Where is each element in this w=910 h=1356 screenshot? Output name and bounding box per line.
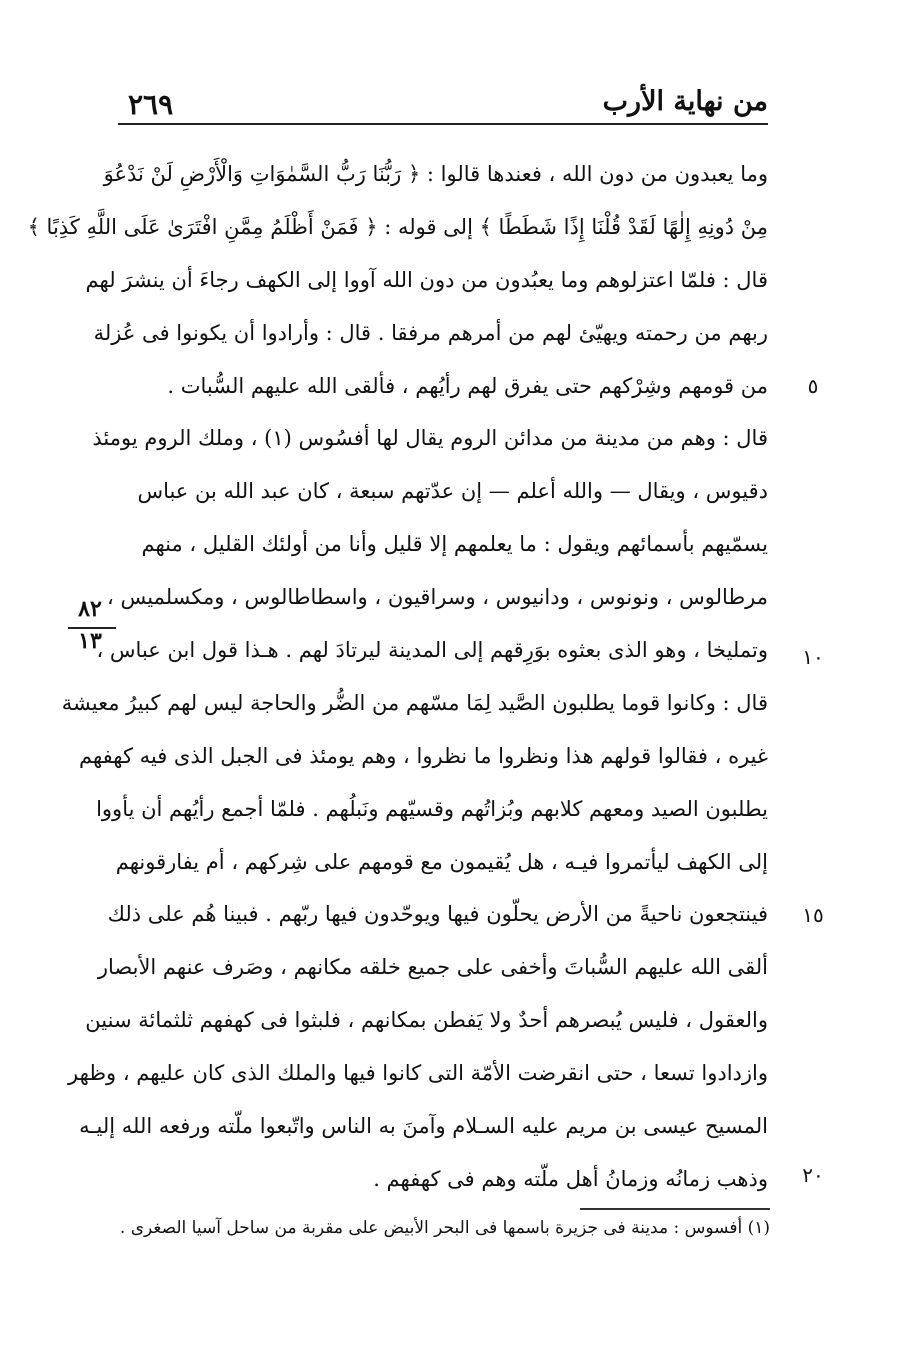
text-line: ألقى الله عليهم السُّباتَ وأخفى على جميع خلقه مكانهم ، وصَرف عنهم الأبصار <box>97 955 768 980</box>
line-number-20: ٢٠ <box>802 1163 824 1187</box>
page-header <box>120 82 768 122</box>
text-line: يطلبون الصيد ومعهم كلابهم وبُزاتُهم وقسيّهم ونَبلُهم . فلمّا أجمع رأيُهم أن يأووا <box>96 796 768 821</box>
text-line: مرطالوس ، ونونوس ، ودانيوس ، وسراقيون ، واسطاطالوس ، ومكسلميس ، <box>107 585 768 610</box>
text-line: دقيوس ، ويقال — والله أعلم — إن عدّتهم سبعة ، كان عبد الله بن عباس <box>137 479 768 504</box>
text-line: ربهم من رحمته ويهيّئ لهم من أمرهم مرفقا . قال : وأرادوا أن يكونوا فى عُزلة <box>93 320 768 345</box>
text-line: وما يعبدون من دون الله ، فعندها قالوا : ﴿ رَبُّنَا رَبُّ السَّمٰوَاتِ وَالْأَرْضِ لَنْ نَدْعُوَ <box>103 162 768 186</box>
text-line: وازدادوا تسعا ، حتى انقرضت الأمّة التى كانوا فيها والملك الذى كان عليهم ، وظهر <box>68 1061 768 1086</box>
line-number-15: ١٥ <box>802 903 824 927</box>
text-line: قال : وكانوا قوما يطلبون الصَّيد لِمَا مسّهم من الضُّر والحاجة ليس لهم كبيرُ معيشة <box>61 690 768 715</box>
text-line: إلى الكهف ليأتمروا فيـه ، هل يُقيمون مع قومهم على شِركهم ، أم يفارقونهم <box>115 849 768 874</box>
text-line: يسمّيهم بأسمائهم ويقول : ما يعلمهم إلا قليل وأنا من أولئك القليل ، منهم <box>141 532 768 557</box>
margin-reference-top: ٨٢ <box>78 596 102 622</box>
running-title: من نهاية الأرب <box>602 86 768 117</box>
header-rule <box>118 123 768 125</box>
text-line: فينتجعون ناحيةً من الأرض يحلّون فيها ويوحّدون فيها ربّهم . فبينا هُم على ذلك <box>107 902 768 927</box>
margin-reference-bottom: ١٣ <box>78 628 102 654</box>
text-line: مِنْ دُونِهِ إِلٰهًا لَقَدْ قُلْنَا إِذًا شَطَطًا ﴾ إلى قوله : ﴿ فَمَنْ أَظْلَمُ مِمَّنِ افْتَرَىٰ عَلَى اللَّهِ كَذِبًا ﴾ <box>27 214 768 239</box>
line-number-10: ١٠ <box>802 645 824 669</box>
text-line: وتمليخا ، وهو الذى بعثوه بوَرِقهم إلى المدينة ليرتادَ لهم . هـذا قول ابن عباس ، <box>96 638 768 663</box>
line-number-5: ٥ <box>807 374 819 398</box>
text-line: والعقول ، فليس يُبصرهم أحدٌ ولا يَفطن بمكانهم ، فلبثوا فى كهفهم ثلثمائة سنين <box>85 1008 768 1033</box>
text-line: وذهب زمانُه وزمانُ أهل ملّته وهم فى كهفهم . <box>373 1166 768 1191</box>
text-line: قال : وهم من مدينة من مدائن الروم يقال لها أفسُوس (١) ، وملك الروم يومئذ <box>92 426 768 451</box>
text-line: غيره ، فقالوا قولهم هذا ونظروا ما نظروا ، وهم يومئذ فى الجبل الذى فيه كهفهم <box>78 743 768 768</box>
text-line: قال : فلمّا اعتزلوهم وما يعبُدون من دون الله آووا إلى الكهف رجاءَ أن ينشرَ لهم <box>85 267 768 292</box>
page-number: ٢٦٩ <box>128 88 174 121</box>
text-line: من قومهم وشِرْكهم حتى يفرق لهم رأيُهم ، فألقى الله عليهم السُّبات . <box>167 373 768 398</box>
footnote: (١) أفسوس : مدينة فى جزيرة باسمها فى البحر الأبيض على مقربة من ساحل آسيا الصغرى . <box>119 1218 770 1238</box>
footnote-rule <box>580 1208 770 1210</box>
text-line: المسيح عيسى بن مريم عليه السـلام وآمنَ به الناس واتّبعوا ملّته ورفعه الله إليـه <box>79 1114 768 1139</box>
